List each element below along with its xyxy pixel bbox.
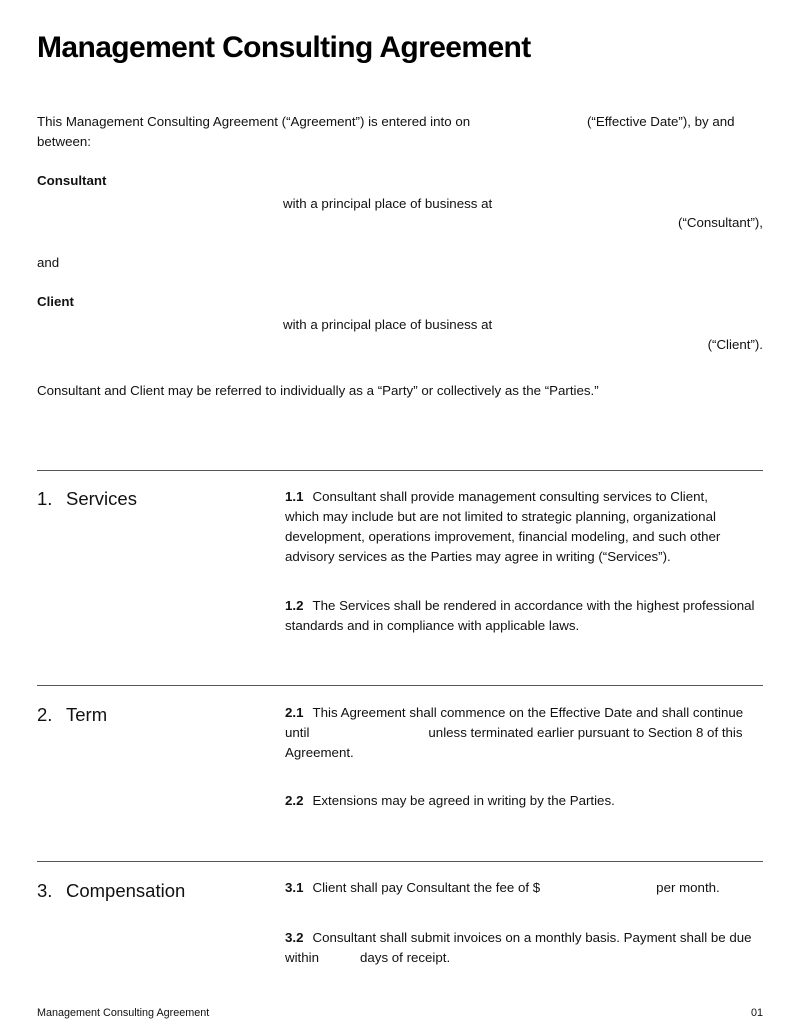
section-number: 3. bbox=[37, 880, 53, 901]
intro-line-1: This Management Consulting Agreement (“Agreement”) is entered into on bbox=[37, 114, 471, 129]
page-number: 01 bbox=[750, 1007, 763, 1019]
consultant-address-prefix: with a principal place of business at bbox=[283, 196, 493, 211]
footer-document-title: Management Consulting Agreement bbox=[37, 1007, 210, 1019]
intro-effective-date-label: (“Effective Date”), by and bbox=[587, 114, 735, 129]
client-address-prefix: with a principal place of business at bbox=[283, 317, 493, 332]
intro-line-2: between: bbox=[37, 134, 91, 149]
clause-number: 3.1 bbox=[285, 880, 304, 895]
section-number: 1. bbox=[37, 488, 53, 509]
consultant-designation: (“Consultant”), bbox=[678, 215, 763, 230]
clause-text-prefix: until bbox=[285, 725, 310, 740]
section-divider bbox=[37, 861, 763, 862]
clause-3-2 bbox=[285, 928, 763, 968]
clause-number: 1.2 bbox=[285, 598, 304, 613]
clause-2-1 bbox=[285, 703, 763, 763]
agreement-page bbox=[37, 0, 763, 1035]
page-title: Management Consulting Agreement bbox=[37, 31, 531, 64]
clause-text: Extensions may be agreed in writing by the Parties. bbox=[312, 793, 615, 808]
client-label: Client bbox=[37, 294, 74, 309]
clause-text: This Agreement shall commence on the Effective Date and shall continue bbox=[312, 705, 744, 720]
client-designation: (“Client”). bbox=[707, 337, 763, 352]
section-divider bbox=[37, 685, 763, 686]
clause-1-2 bbox=[285, 596, 763, 636]
section-heading-term bbox=[37, 703, 107, 727]
section-title: Term bbox=[66, 704, 108, 725]
clause-number: 3.2 bbox=[285, 930, 304, 945]
clause-text: days of receipt. bbox=[360, 950, 451, 965]
clause-text: standards and in compliance with applicable laws. bbox=[285, 618, 580, 633]
clause-number: 2.1 bbox=[285, 705, 304, 720]
clause-text-prefix: within bbox=[285, 950, 319, 965]
clause-2-2 bbox=[285, 791, 763, 811]
clause-text: Agreement. bbox=[285, 745, 354, 760]
section-title: Services bbox=[66, 488, 137, 509]
section-divider bbox=[37, 470, 763, 471]
consultant-label: Consultant bbox=[37, 173, 107, 188]
clause-3-1 bbox=[285, 878, 763, 898]
clause-text: Client shall pay Consultant the fee of $ bbox=[312, 880, 541, 895]
clause-text: unless terminated earlier pursuant to Section 8 of this bbox=[428, 725, 743, 740]
section-title: Compensation bbox=[66, 880, 186, 901]
clause-text: development, operations improvement, financial modeling, and such other bbox=[285, 529, 721, 544]
section-heading-services bbox=[37, 487, 137, 511]
section-number: 2. bbox=[37, 704, 53, 725]
section-heading-compensation bbox=[37, 879, 185, 903]
clause-text-suffix: per month. bbox=[656, 880, 720, 895]
clause-text: advisory services as the Parties may agree in writing (“Services”). bbox=[285, 549, 671, 564]
clause-text: which may include but are not limited to strategic planning, organizational bbox=[285, 509, 716, 524]
clause-text: Consultant shall provide management consulting services to Client, bbox=[312, 489, 708, 504]
clause-text: The Services shall be rendered in accordance with the highest professional bbox=[312, 598, 755, 613]
parties-definition: Consultant and Client may be referred to individually as a “Party” or collectively as the “Parties.” bbox=[37, 383, 599, 398]
clause-number: 2.2 bbox=[285, 793, 304, 808]
clause-text: Consultant shall submit invoices on a monthly basis. Payment shall be due bbox=[312, 930, 752, 945]
clause-number: 1.1 bbox=[285, 489, 304, 504]
and-text: and bbox=[37, 255, 60, 270]
clause-1-1 bbox=[285, 487, 763, 567]
